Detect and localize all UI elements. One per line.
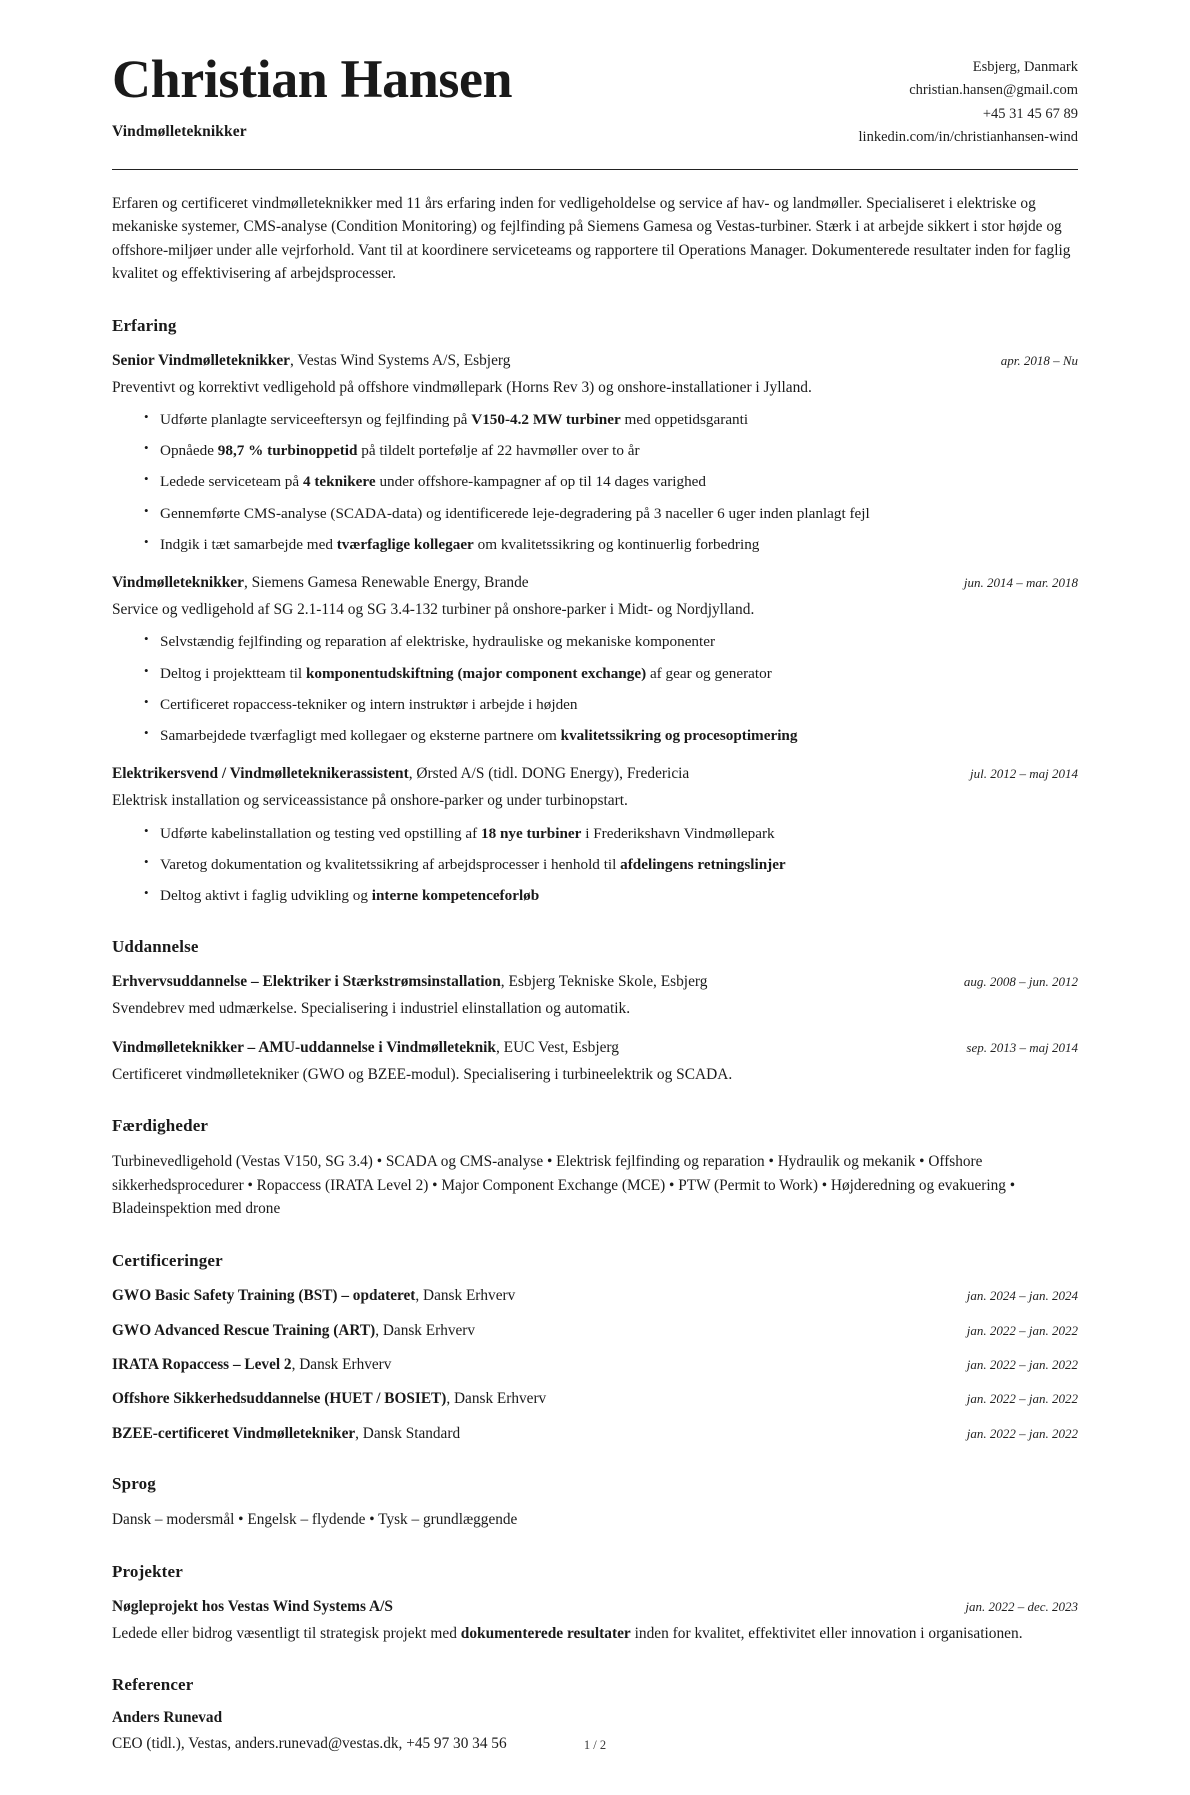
certification-name: GWO Advanced Rescue Training (ART) [112,1321,376,1339]
entry-title [112,350,510,372]
entry-header [112,971,1078,993]
reference-name: Anders Runevad [112,1709,223,1727]
bullet-item: • Udførte kabelinstallation og testing ved opstilling af 18 nye turbiner i Frederikshavn Vindmøllepark [144,823,1078,845]
certification-name-group [112,1423,460,1444]
certification-name-group [112,1285,515,1306]
job-bullets [112,409,1078,556]
certification-date: jan. 2022 – jan. 2022 [966,1356,1078,1372]
certification-name-group [112,1354,391,1375]
section-languages [112,1474,1078,1532]
bullet-item: • Certificeret ropaccess-tekniker og intern instruktør i arbejde i højden [144,694,1078,716]
job-org: , Vestas Wind Systems A/S, Esbjerg [290,351,511,369]
education-date: aug. 2008 – jun. 2012 [963,974,1078,990]
section-title-references: Referencer [112,1675,194,1695]
certification-name: BZEE-certificeret Vindmølletekniker [112,1424,356,1442]
languages-list: Dansk – modersmål • Engelsk – flydende • Tysk – grundlæggende [112,1511,518,1529]
section-title-experience: Erfaring [112,315,177,335]
bullet-item: • Indgik i tæt samarbejde med tværfaglige kollegaer om kvalitetssikring og kontinuerlig forbedring [144,534,1078,556]
certification-issuer: , Dansk Erhverv [375,1321,476,1339]
job-role: Senior Vindmølleteknikker [112,351,291,369]
reference-detail: CEO (tidl.), Vestas, anders.runevad@vestas.dk, +45 97 30 34 56 [112,1735,507,1753]
section-education [112,937,1078,1086]
entry-header [112,1037,1078,1059]
section-title-projects: Projekter [112,1561,183,1581]
entry-title [112,1037,619,1059]
skills-list: Turbinevedligehold (Vestas V150, SG 3.4) • SCADA og CMS-analyse • Elektrisk fejlfinding og reparation • Hydraulik og mekanik • Offshore sikkerhedsprocedurer • Ropaccess (IRATA Level 2) • Major Component Exchange (MCE) • PTW (Permit to Work) • Højderedning og evakuering • Bladeinspektion med drone [112,1153,1016,1218]
job-org: , Ørsted A/S (tidl. DONG Energy), Fredericia [408,765,690,783]
section-skills [112,1116,1078,1221]
bullet-item: • Ledede serviceteam på 4 teknikere under offshore-kampagner af op til 14 dages varighed [144,471,1078,493]
job-role: Elektrikersvend / Vindmølleteknikerassistent [112,765,409,783]
certification-issuer: , Dansk Erhverv [415,1287,516,1305]
job-bullets [112,823,1078,908]
certification-row [112,1354,1078,1375]
contact-email[interactable]: christian.hansen@gmail.com [909,82,1078,99]
job-role: Vindmølleteknikker [112,573,244,591]
education-description: Certificeret vindmølletekniker (GWO og BZEE-modul). Specialisering i turbineelektrik og SCADA. [112,1065,733,1083]
entry-title [112,971,707,993]
certification-date: jan. 2022 – jan. 2022 [966,1322,1078,1338]
project-date: jan. 2022 – dec. 2023 [965,1598,1078,1614]
certification-name: GWO Basic Safety Training (BST) – opdateret [112,1287,416,1305]
certification-name: Offshore Sikkerhedsuddannelse (HUET / BOSIET) [112,1390,447,1408]
job-description: Preventivt og korrektivt vedligehold på offshore vindmøllepark (Horns Rev 3) og onshore-installationer i Jylland. [112,378,812,396]
entry-header [112,763,1078,785]
certification-date: jan. 2024 – jan. 2024 [966,1288,1078,1304]
entry-title [112,572,529,594]
certification-date: jan. 2022 – jan. 2022 [966,1425,1078,1441]
entry-title [112,1596,393,1618]
certification-name-group [112,1320,475,1341]
certification-row [112,1285,1078,1306]
certification-issuer: , Dansk Erhverv [446,1390,547,1408]
education-entry [112,1037,1078,1086]
certification-name: IRATA Ropaccess – Level 2 [112,1355,292,1373]
contact-block [859,48,1078,150]
bullet-item: • Deltog i projektteam til komponentudskiftning (major component exchange) af gear og generator [144,663,1078,685]
certification-issuer: , Dansk Erhverv [291,1355,392,1373]
section-projects [112,1562,1078,1645]
header-divider [112,169,1078,170]
experience-entry [112,763,1078,907]
school-name: , EUC Vest, Esbjerg [495,1038,619,1056]
section-certifications [112,1251,1078,1444]
bullet-item: • Deltog aktivt i faglig udvikling og interne kompetenceforløb [144,885,1078,907]
bullet-item: • Udførte planlagte serviceeftersyn og fejlfinding på V150-4.2 MW turbiner med oppetidsgaranti [144,409,1078,431]
entry-header [112,1596,1078,1618]
certification-issuer: , Dansk Standard [355,1424,461,1442]
certification-name-group [112,1388,546,1409]
section-experience [112,316,1078,908]
job-bullets [112,631,1078,747]
certification-row [112,1423,1078,1444]
education-entry [112,971,1078,1020]
job-headline: Vindmølleteknikker [112,123,247,141]
job-date: jun. 2014 – mar. 2018 [963,574,1078,590]
certification-date: jan. 2022 – jan. 2022 [966,1391,1078,1407]
entry-title [112,763,689,785]
experience-entry [112,572,1078,747]
certification-row [112,1320,1078,1341]
professional-summary: Erfaren og certificeret vindmølleteknikker med 11 års erfaring inden for vedligeholdelse og service af hav- og landmøller. Specialiseret i elektriske og mekaniske systemer, CMS-analyse (Condition Monitoring) og fejlfinding på Siemens Gamesa og Vestas-turbiner. Stærk i at arbejde sikkert i stor højde og offshore-miljøer under alle vejrforhold. Vant til at koordinere serviceteams og rapportere til Operations Manager. Dokumenterede resultater inden for faglig kvalitet og effektivisering af arbejdsprocesser. [112,194,1071,283]
section-title-certifications: Certificeringer [112,1251,223,1271]
entry-header [112,350,1078,372]
bullet-item: • Varetog dokumentation og kvalitetssikring af arbejdsprocesser i henhold til afdelingens retningslinjer [144,854,1078,876]
section-title-languages: Sprog [112,1474,156,1494]
job-description: Service og vedligehold af SG 2.1-114 og SG 3.4-132 turbiner på onshore-parker i Midt- og Nordjylland. [112,601,755,619]
job-description: Elektrisk installation og serviceassistance på onshore-parker og under turbinopstart. [112,792,628,810]
project-entry [112,1596,1078,1645]
job-org: , Siemens Gamesa Renewable Energy, Brande [243,573,529,591]
certification-row [112,1388,1078,1409]
job-date: apr. 2018 – Nu [1000,352,1078,368]
contact-phone[interactable]: +45 31 45 67 89 [982,105,1078,122]
experience-entry [112,350,1078,556]
cv-header [112,48,1078,150]
contact-linkedin[interactable]: linkedin.com/in/christianhansen-wind [858,129,1078,146]
entry-header [112,572,1078,594]
education-date: sep. 2013 – maj 2014 [966,1039,1078,1055]
degree-name: Erhvervsuddannelse – Elektriker i Stærkstrømsinstallation [112,973,501,991]
school-name: , Esbjerg Tekniske Skole, Esbjerg [500,973,708,991]
contact-location: Esbjerg, Danmark [972,59,1078,75]
project-description: Ledede eller bidrog væsentligt til strategisk projekt med dokumenterede resultater inden for kvalitet, effektivitet eller innovation i organisationen. [112,1625,1023,1643]
page-number: 1 / 2 [583,1738,607,1753]
bullet-item: • Gennemførte CMS-analyse (SCADA-data) og identificerede leje-degradering på 3 naceller 6 uger inden planlagt fejl [144,503,1078,525]
page-title: Christian Hansen [112,49,513,109]
section-title-skills: Færdigheder [112,1116,209,1135]
section-title-education: Uddannelse [112,937,199,957]
page-footer [0,1738,1190,1753]
degree-name: Vindmølleteknikker – AMU-uddannelse i Vindmølleteknik [112,1038,496,1056]
job-date: jul. 2012 – maj 2014 [970,766,1078,782]
education-description: Svendebrev med udmærkelse. Specialisering i industriel elinstallation og automatik. [112,1000,631,1018]
bullet-item: • Opnåede 98,7 % turbinoppetid på tildelt portefølje af 22 havmøller over to år [144,440,1078,462]
project-name: Nøgleprojekt hos Vestas Wind Systems A/S [112,1597,393,1615]
header-identity [112,48,512,141]
bullet-item: • Selvstændig fejlfinding og reparation af elektriske, hydrauliske og mekaniske komponenter [144,631,1078,653]
bullet-item: • Samarbejdede tværfagligt med kollegaer og eksterne partnere om kvalitetssikring og procesoptimering [144,725,1078,747]
